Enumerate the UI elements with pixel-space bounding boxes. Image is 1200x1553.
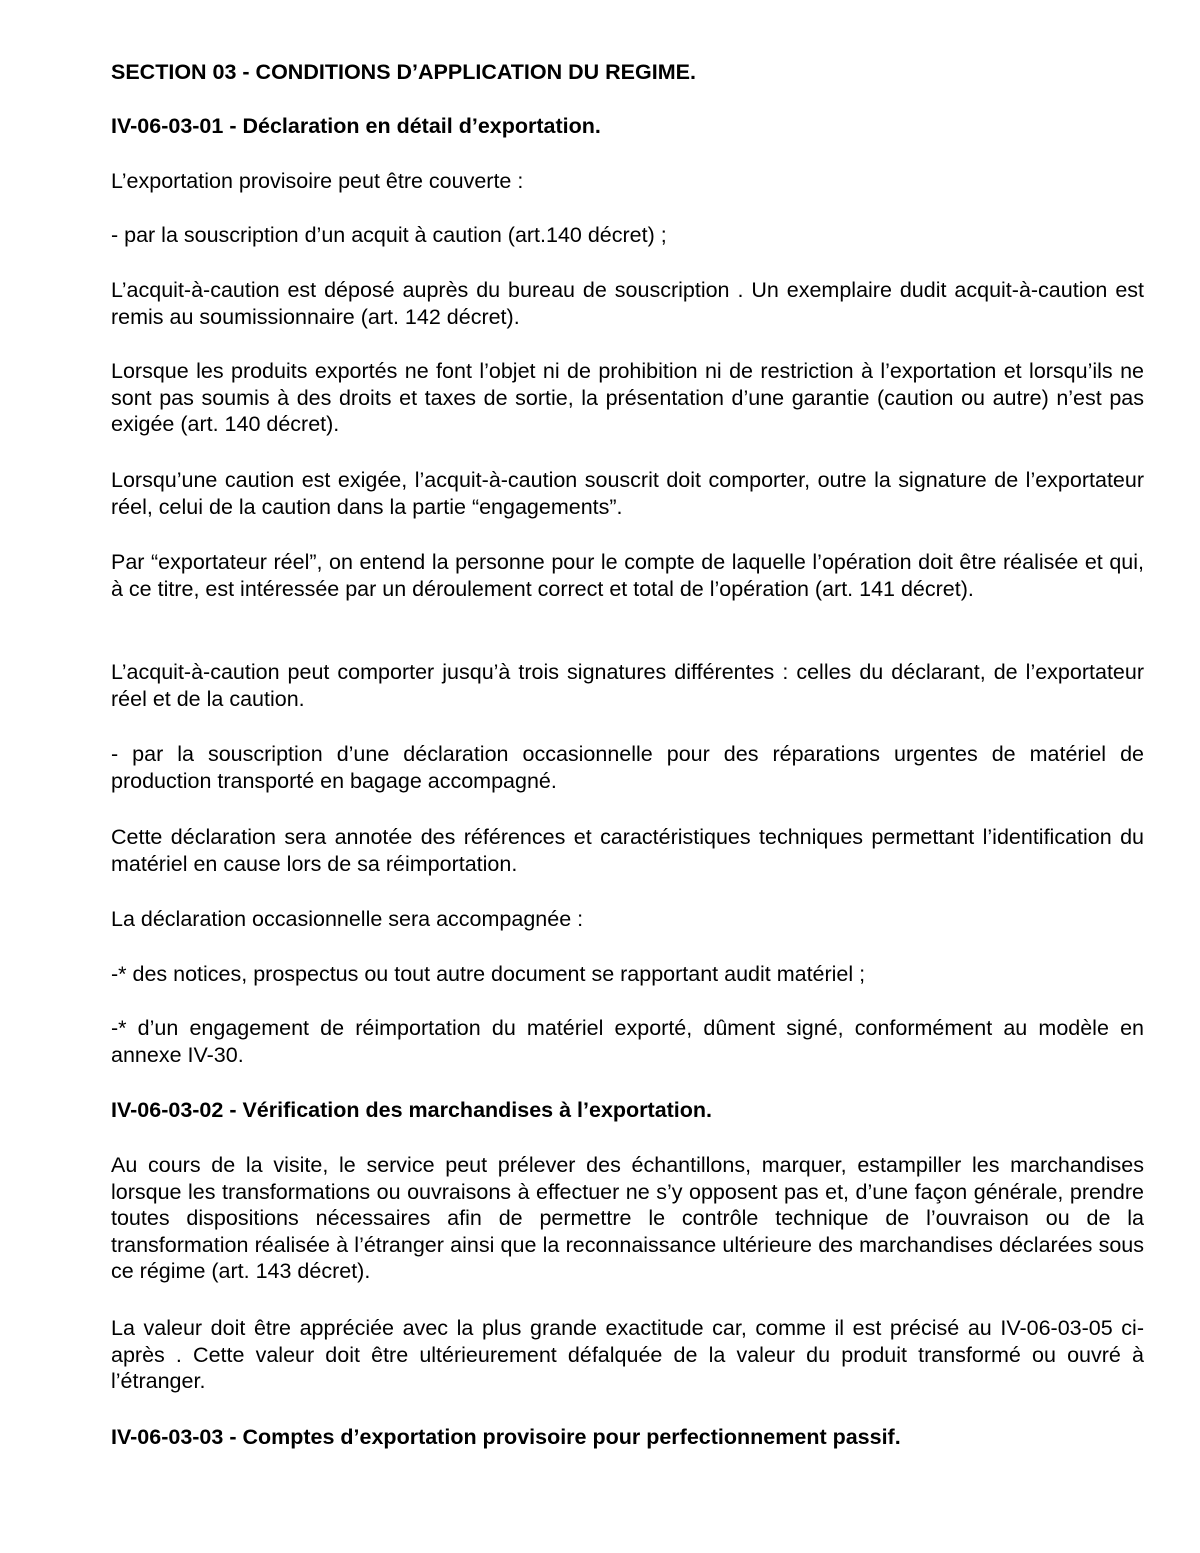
paragraph-declaration-occasionnelle-item: - par la souscription d’une déclaration occasionnelle pour des réparations urgentes de matériel de production transporté en bagage accompagné.: [111, 742, 1144, 793]
paragraph-annotation: Cette déclaration sera annotée des références et caractéristiques techniques permettant l’identification du matériel en cause lors de sa réimportation.: [111, 825, 1144, 876]
paragraph-engagement-reimportation: -* d’un engagement de réimportation du matériel exporté, dûment signé, conformément au modèle en annexe IV-30.: [111, 1016, 1144, 1067]
heading-iv-06-03-03: IV-06-03-03 - Comptes d’exportation provisoire pour perfectionnement passif.: [111, 1425, 901, 1449]
paragraph-trois-signatures: L’acquit-à-caution peut comporter jusqu’à trois signatures différentes : celles du déclarant, de l’exportateur réel et de la caution.: [111, 660, 1144, 711]
paragraph-exportateur-reel: Par “exportateur réel”, on entend la personne pour le compte de laquelle l’opération doit être réalisée et qui, à ce titre, est intéressée par un déroulement correct et total de l’opération (art. 141 décret).: [111, 550, 1144, 601]
paragraph-visite: Au cours de la visite, le service peut prélever des échantillons, marquer, estampiller les marchandises lorsque les transformations ou ouvraisons à effectuer ne s’y opposent pas et, d’une façon générale, prendre toutes dispositions nécessaires afin de permettre le contrôle technique de l’ouvraison ou de la transformation réalisée à l’étranger ainsi que la reconnaissance ultérieure des marchandises déclarées sous ce régime (art. 143 décret).: [111, 1153, 1144, 1283]
paragraph-acquit-depose: L’acquit-à-caution est déposé auprès du bureau de souscription . Un exemplaire dudit acquit-à-caution est remis au soumissionnaire (art. 142 décret).: [111, 278, 1144, 329]
paragraph-accompagnee: La déclaration occasionnelle sera accompagnée :: [111, 907, 584, 931]
paragraph-exportation-provisoire: L’exportation provisoire peut être couverte :: [111, 169, 524, 193]
heading-iv-06-03-01: IV-06-03-01 - Déclaration en détail d’exportation.: [111, 114, 601, 138]
paragraph-valeur: La valeur doit être appréciée avec la plus grande exactitude car, comme il est précisé au IV-06-03-05 ci-après . Cette valeur doit être ultérieurement défalquée de la valeur du produit transformé ou ouvré à l’étranger.: [111, 1316, 1144, 1393]
section-title: SECTION 03 - CONDITIONS D’APPLICATION DU REGIME.: [111, 60, 696, 84]
paragraph-caution-exigee: Lorsqu’une caution est exigée, l’acquit-à-caution souscrit doit comporter, outre la signature de l’exportateur réel, celui de la caution dans la partie “engagements”.: [111, 468, 1144, 519]
paragraph-acquit-caution-item: - par la souscription d’un acquit à caution (art.140 décret) ;: [111, 223, 667, 247]
paragraph-notices: -* des notices, prospectus ou tout autre document se rapportant audit matériel ;: [111, 962, 866, 986]
paragraph-produits-exportes: Lorsque les produits exportés ne font l’objet ni de prohibition ni de restriction à l’exportation et lorsqu’ils ne sont pas soumis à des droits et taxes de sortie, la présentation d’une garantie (caution ou autre) n’est pas exigée (art. 140 décret).: [111, 359, 1144, 436]
heading-iv-06-03-02: IV-06-03-02 - Vérification des marchandises à l’exportation.: [111, 1098, 713, 1122]
